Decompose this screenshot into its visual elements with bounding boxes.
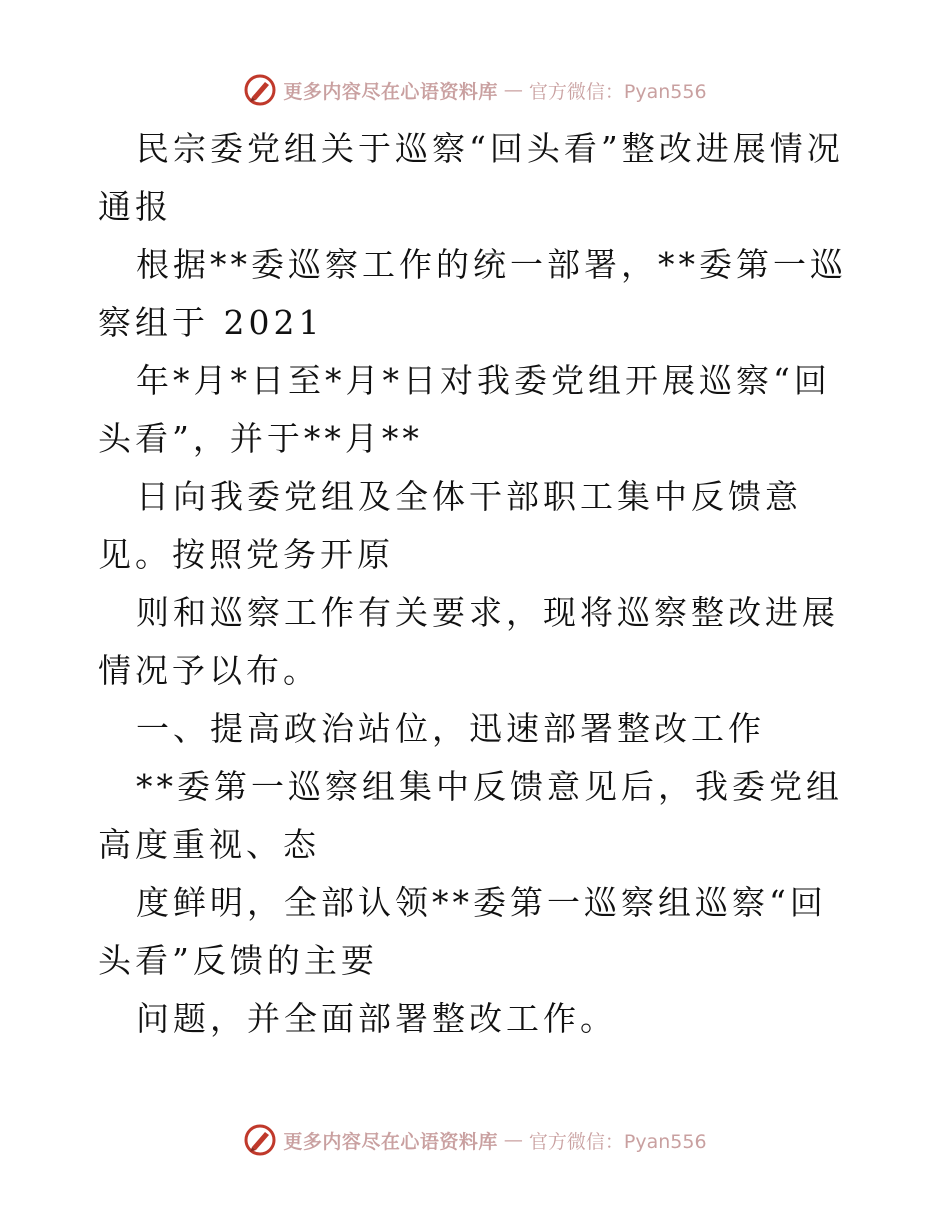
paragraph: **委第一巡察组集中反馈意见后，我委党组高度重视、态 [98, 767, 843, 864]
footer-watermark [0, 1120, 950, 1160]
watermark-contact: 官方微信：Pyan556 [528, 80, 707, 103]
watermark-site-name: 更多内容尽在心语资料库 [283, 80, 498, 103]
paragraph: 度鲜明，全部认领**委第一巡察组巡察“回头看”反馈的主要 [98, 883, 827, 980]
paragraph: 年*月*日至*月*日对我委党组开展巡察“回头看”，并于**月** [98, 361, 831, 458]
watermark-contact: 官方微信：Pyan556 [528, 1130, 707, 1153]
pen-logo-icon [243, 1123, 277, 1157]
paragraph: 则和巡察工作有关要求，现将巡察整改进展情况予以布。 [98, 593, 839, 690]
watermark-site-name: 更多内容尽在心语资料库 [283, 1130, 498, 1153]
paragraph: 日向我委党组及全体干部职工集中反馈意见。按照党务开原 [98, 477, 802, 574]
paragraph: 根据**委巡察工作的统一部署，**委第一巡察组于 2021 [98, 245, 847, 342]
paragraph: 问题，并全面部署整改工作。 [136, 999, 617, 1038]
pen-logo-icon [243, 73, 277, 107]
section-heading: 一、提高政治站位，迅速部署整改工作 [136, 709, 765, 748]
document-title: 民宗委党组关于巡察“回头看”整改进展情况通报 [98, 129, 844, 226]
watermark-separator: — [503, 79, 523, 101]
watermark-separator: — [503, 1129, 523, 1151]
header-watermark [0, 70, 950, 110]
document-body [98, 120, 858, 1048]
